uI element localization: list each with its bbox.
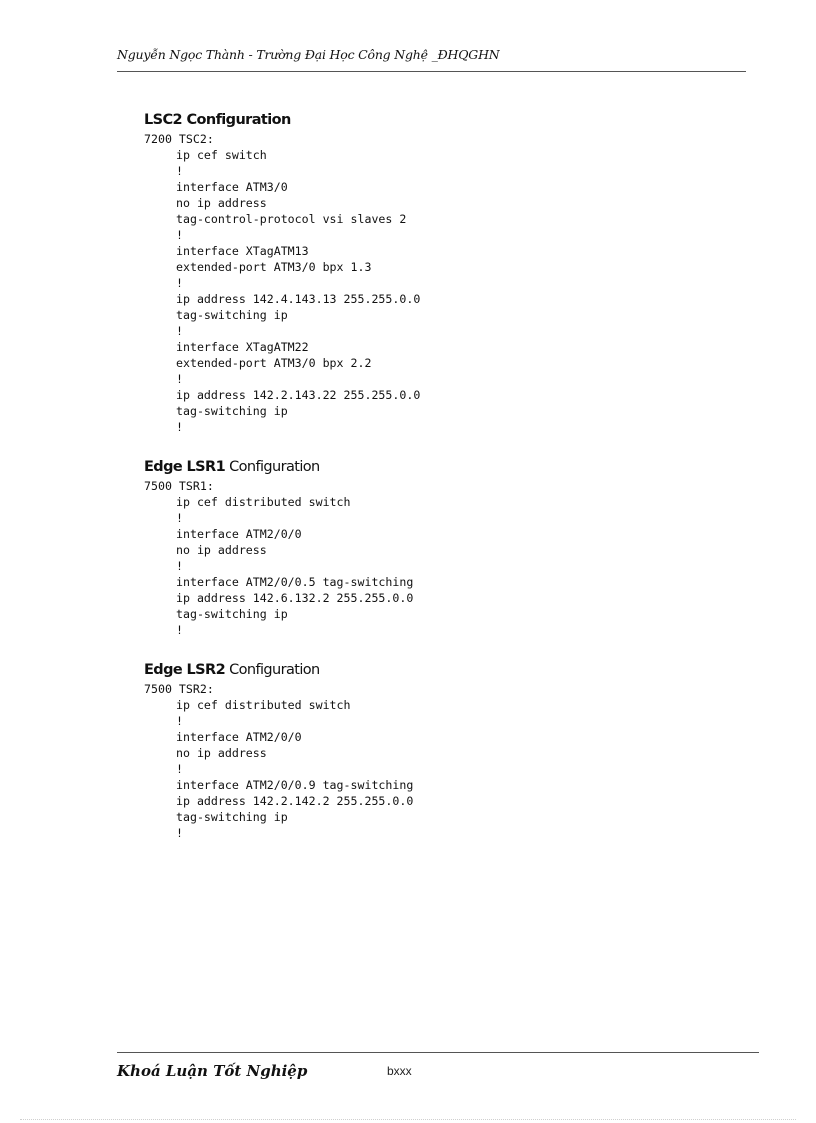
code-line: interface XTagATM22 — [176, 340, 309, 354]
code-line: tag-switching ip — [176, 404, 288, 418]
code-line: ip cef switch — [176, 148, 267, 162]
code-line: ! — [176, 276, 183, 290]
code-line: tag-switching ip — [176, 607, 288, 621]
edge-lsr1-config-section — [144, 456, 413, 638]
page-bottom-border — [20, 1119, 796, 1120]
code-line: interface ATM2/0/0.9 tag-switching — [176, 778, 414, 792]
code-line: ! — [176, 372, 183, 386]
code-line: interface ATM2/0/0 — [176, 730, 302, 744]
code-line: extended-port ATM3/0 bpx 1.3 — [176, 260, 372, 274]
lsc2-config-section — [144, 109, 420, 435]
section-title-bold: LSC2 Configuration — [144, 112, 291, 128]
code-line: ! — [176, 623, 183, 637]
code-line: ! — [176, 420, 183, 434]
section-title-rest: Configuration — [225, 459, 320, 475]
code-line: ip address 142.2.143.22 255.255.0.0 — [176, 388, 421, 402]
code-line: ! — [176, 762, 183, 776]
code-line: ip cef distributed switch — [176, 495, 351, 509]
code-line: ip address 142.4.143.13 255.255.0.0 — [176, 292, 421, 306]
footer-divider — [117, 1052, 759, 1053]
code-line: no ip address — [176, 543, 267, 557]
section-title-rest: Configuration — [225, 662, 320, 678]
page-header: Nguyễn Ngọc Thành - Trường Đại Học Công Nghệ _ĐHQGHN — [117, 47, 500, 62]
section-title-bold: Edge LSR2 — [144, 662, 226, 678]
code-line: ! — [176, 511, 183, 525]
code-line: no ip address — [176, 746, 267, 760]
code-line: tag-control-protocol vsi slaves 2 — [176, 212, 407, 226]
code-line: interface ATM3/0 — [176, 180, 288, 194]
code-line: tag-switching ip — [176, 308, 288, 322]
code-line: ! — [176, 826, 183, 840]
code-line: ! — [176, 228, 183, 242]
code-line: ! — [176, 559, 183, 573]
device-line: 7200 TSC2: — [144, 132, 214, 146]
code-line: no ip address — [176, 196, 267, 210]
device-line: 7500 TSR2: — [144, 682, 214, 696]
code-line: ! — [176, 324, 183, 338]
code-line: ip address 142.2.142.2 255.255.0.0 — [176, 794, 414, 808]
page-footer: Khoá Luận Tốt Nghiệp — [117, 1062, 308, 1080]
code-line: interface ATM2/0/0.5 tag-switching — [176, 575, 414, 589]
section-title-bold: Edge LSR1 — [144, 459, 226, 475]
section-title — [144, 659, 413, 681]
header-divider — [117, 71, 746, 72]
code-line: ! — [176, 164, 183, 178]
code-line: ! — [176, 714, 183, 728]
edge-lsr2-config-section — [144, 659, 413, 841]
code-line: interface XTagATM13 — [176, 244, 309, 258]
section-title — [144, 456, 413, 478]
device-line: 7500 TSR1: — [144, 479, 214, 493]
code-line: extended-port ATM3/0 bpx 2.2 — [176, 356, 372, 370]
code-line: interface ATM2/0/0 — [176, 527, 302, 541]
page-number: bxxx — [387, 1064, 412, 1078]
code-line: ip address 142.6.132.2 255.255.0.0 — [176, 591, 414, 605]
section-title — [144, 109, 420, 131]
code-line: ip cef distributed switch — [176, 698, 351, 712]
code-line: tag-switching ip — [176, 810, 288, 824]
